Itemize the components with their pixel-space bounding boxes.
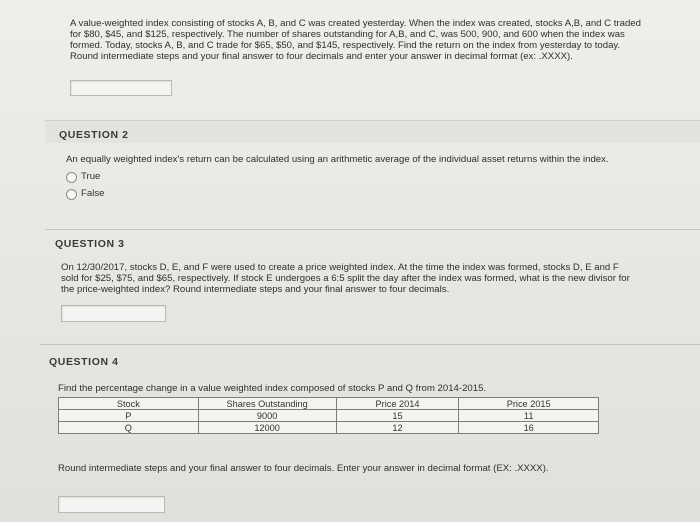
table-header-cell: Price 2015 [459,398,599,410]
q4-title: QUESTION 4 [49,356,119,368]
table-cell: 12 [336,422,459,434]
q4-separator [40,344,700,345]
q2-option-true-label: True [81,171,101,182]
table-header-cell: Price 2014 [336,398,459,410]
table-cell: P [59,410,199,422]
q4-footer-text: Round intermediate steps and your final answer to four decimals. Enter your answer in decimal format (EX: .XXXX). [58,463,549,474]
q3-title: QUESTION 3 [55,238,125,250]
q2-option-false-label: False [81,188,105,199]
q4-intro: Find the percentage change in a value weighted index composed of stocks P and Q from 2014-2015. [58,383,487,394]
table-cell: Q [59,422,199,434]
table-cell: 16 [459,422,599,434]
q1-answer-input[interactable] [70,80,172,96]
table-row [59,410,599,422]
q3-text-line-2: sold for $25, $75, and $65, respectively. If stock E undergoes a 6:5 split the day after the index was formed, what is the new divisor for [61,273,630,284]
q1-text-line-4: Round intermediate steps and your final answer to four decimals and enter your answer in decimal format (ex: .XXXX). [70,51,573,62]
q2-option-true-radio[interactable] [66,172,77,183]
q2-header-band [45,120,700,143]
q1-text-line-2: for $80, $45, and $125, respectively. The number of shares outstanding for A,B, and C, was 500, 900, and 600 when the index was [70,29,625,40]
table-cell: 15 [336,410,459,422]
table-header-row [59,398,599,410]
table-cell: 12000 [198,422,336,434]
q4-data-table [58,397,599,434]
q2-option-false-radio[interactable] [66,189,77,200]
q1-text-line-3: formed. Today, stocks A, B, and C trade for $65, $50, and $145, respectively. Find the return on the index from yesterday to today. [70,40,621,51]
table-cell: 11 [459,410,599,422]
q2-text: An equally weighted index's return can be calculated using an arithmetic average of the individual asset returns within the index. [66,154,609,165]
table-header-cell: Stock [59,398,199,410]
table-header-cell: Shares Outstanding [198,398,336,410]
q3-separator [45,229,700,230]
q3-text-line-1: On 12/30/2017, stocks D, E, and F were used to create a price weighted index. At the time the index was formed, stocks D, E and F [61,262,619,273]
q4-answer-input[interactable] [58,496,165,513]
q2-title: QUESTION 2 [59,129,129,141]
q3-answer-input[interactable] [61,305,166,322]
q1-text-line-1: A value-weighted index consisting of stocks A, B, and C was created yesterday. When the index was created, stocks A,B, and C traded [70,18,641,29]
q3-text-line-3: the price-weighted index? Round intermediate steps and your final answer to four decimals. [61,284,450,295]
table-row [59,422,599,434]
table-cell: 9000 [198,410,336,422]
